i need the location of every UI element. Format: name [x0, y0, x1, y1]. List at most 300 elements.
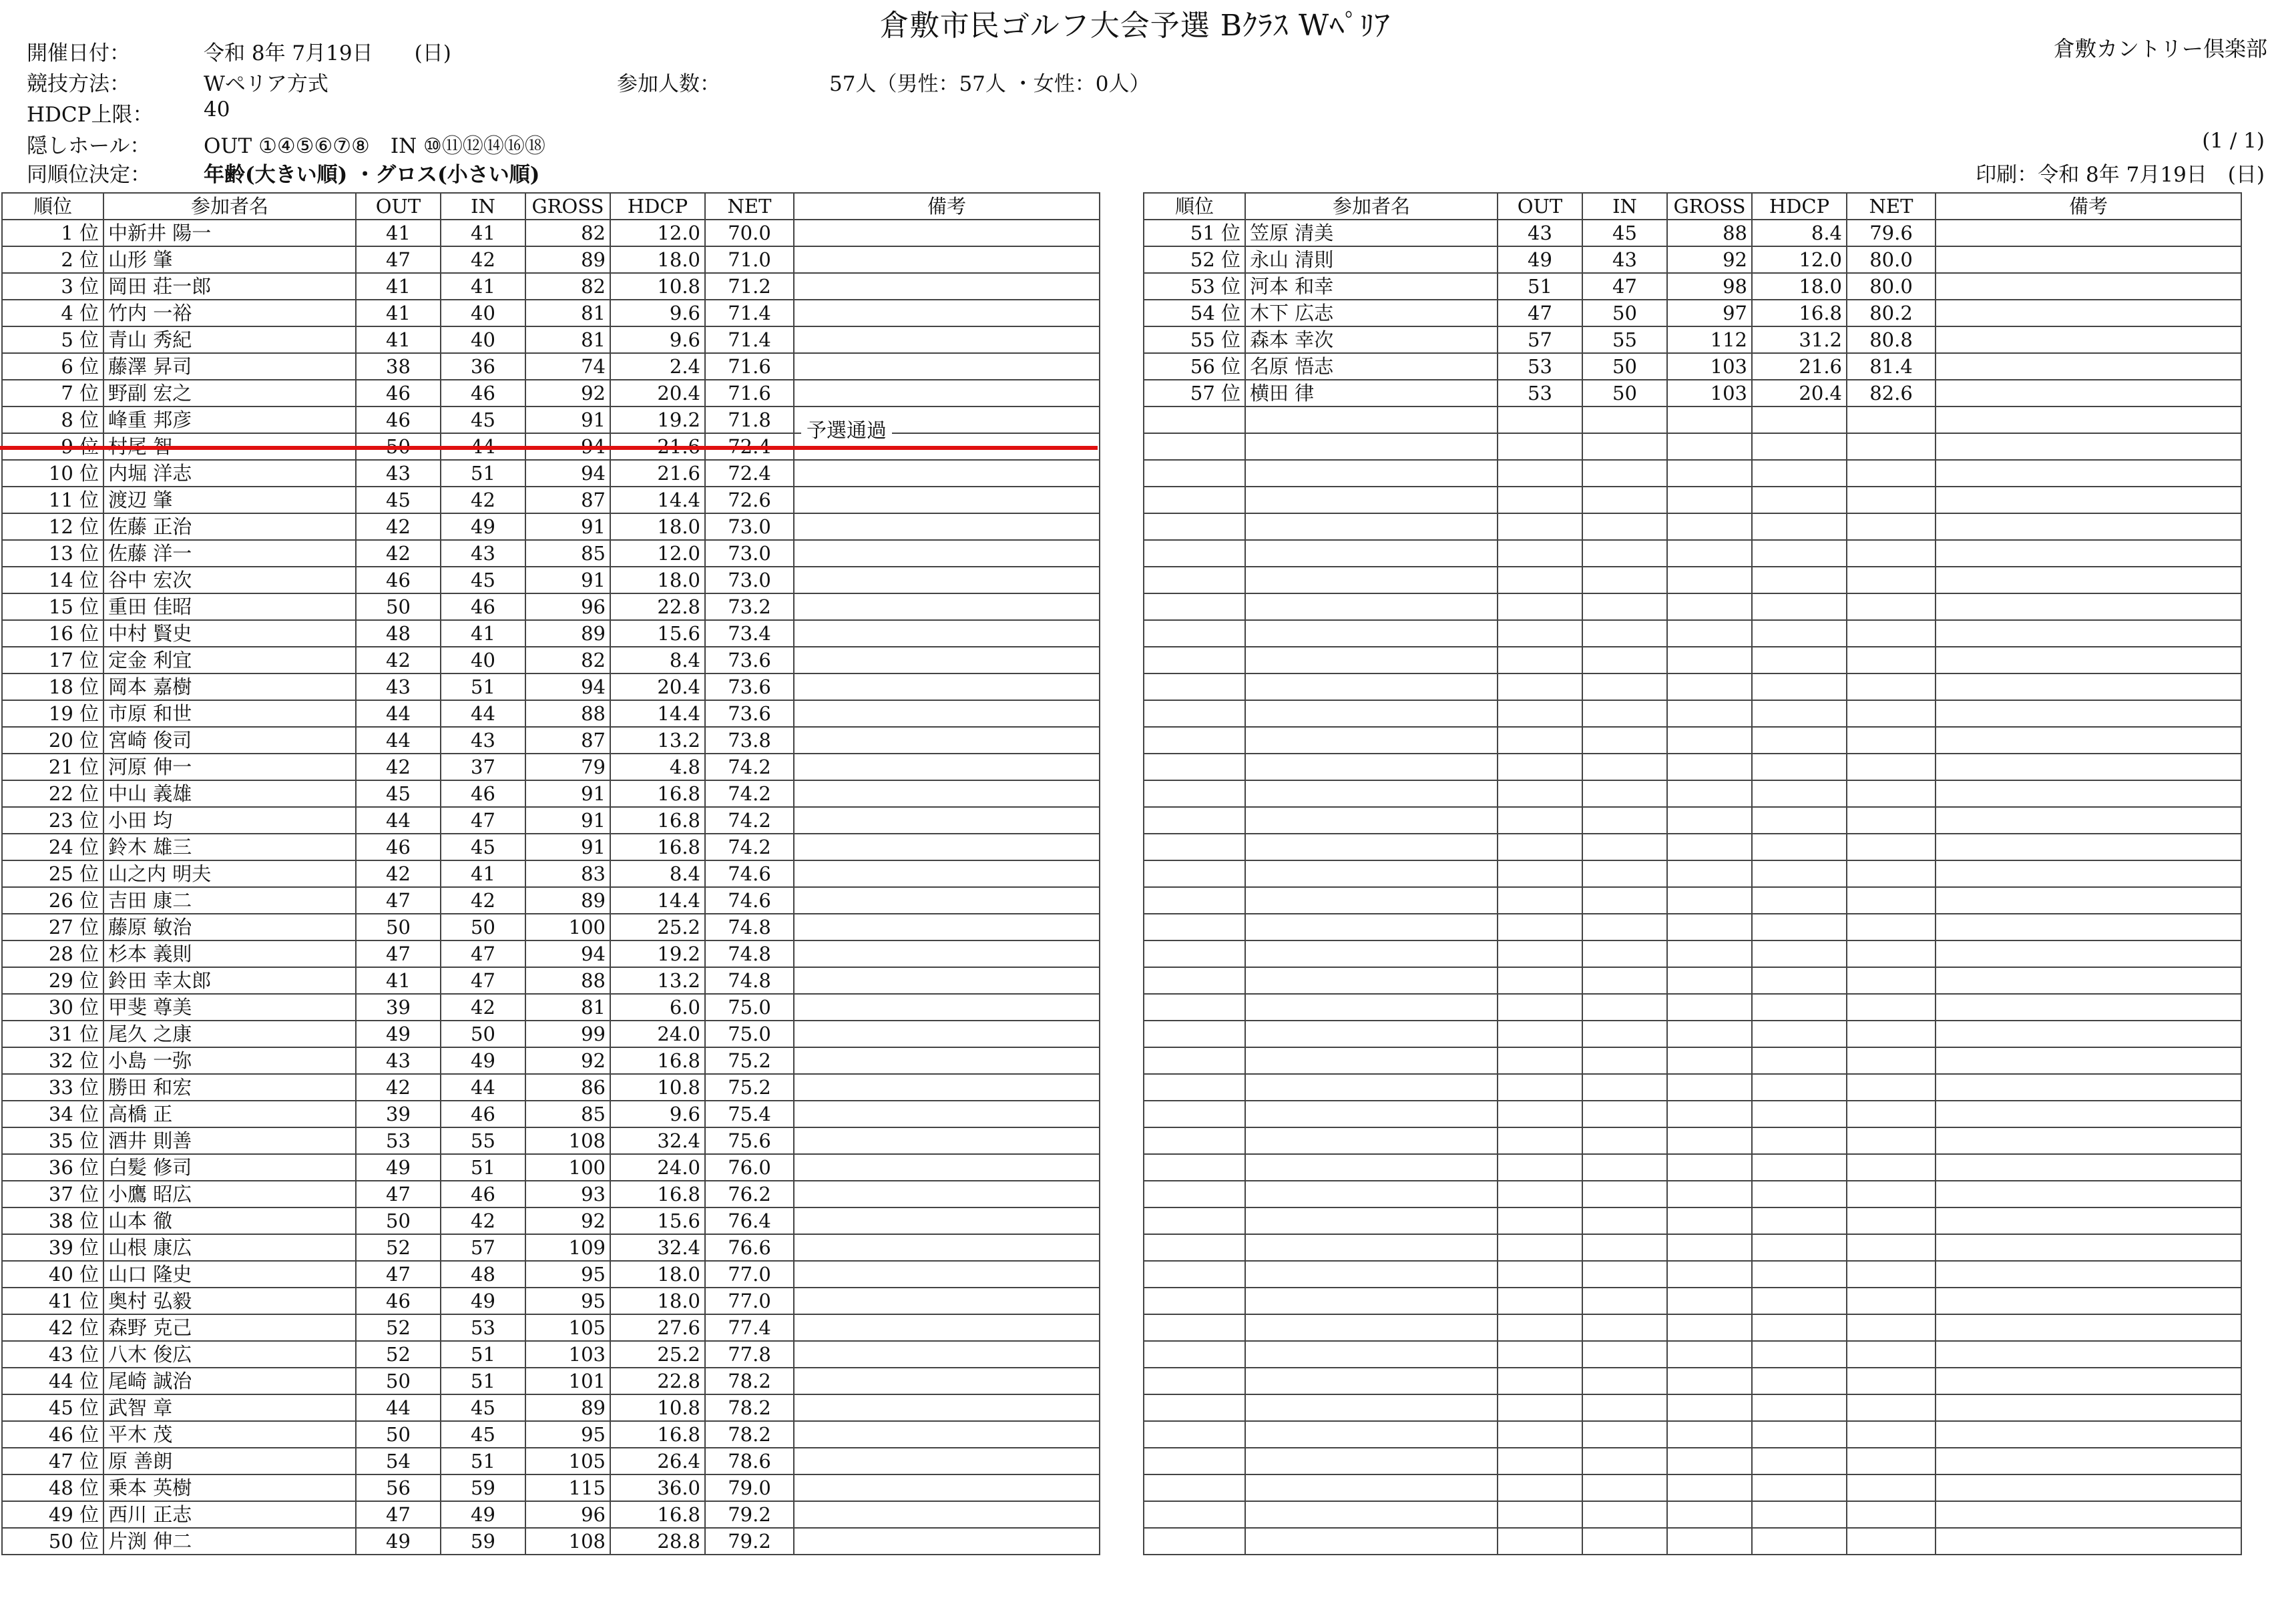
gross-score-cell [1667, 407, 1752, 433]
gross-score-cell: 89 [525, 887, 610, 914]
notes-cell [794, 887, 1100, 914]
in-score-cell: 40 [441, 300, 525, 326]
net-score-cell: 80.0 [1847, 246, 1936, 273]
rank-cell: 46 位 [2, 1421, 103, 1448]
net-score-cell: 71.0 [705, 246, 794, 273]
out-score-cell: 52 [356, 1341, 441, 1368]
in-score-cell [1582, 780, 1667, 807]
notes-cell [1936, 1421, 2241, 1448]
table-row [2, 1314, 1100, 1341]
col-header-hdcp: HDCP [1752, 193, 1847, 220]
out-score-cell [1498, 1341, 1582, 1368]
hdcp-cell [1752, 673, 1847, 700]
rank-cell [1144, 860, 1245, 887]
gross-score-cell [1667, 1154, 1752, 1181]
net-score-cell: 75.2 [705, 1047, 794, 1074]
date-value: 令和 8年 7月19日 (日) [204, 41, 451, 65]
table-row [1144, 754, 2241, 780]
table-row [1144, 673, 2241, 700]
gross-score-cell: 91 [525, 807, 610, 834]
gross-score-cell [1667, 1394, 1752, 1421]
page-title: 倉敷市民ゴルフ大会予選 Bｸﾗｽ Wﾍﾟﾘｱ [879, 9, 1391, 43]
out-score-cell: 49 [356, 1154, 441, 1181]
player-name-cell [1245, 914, 1498, 940]
out-score-cell [1498, 754, 1582, 780]
in-score-cell [1582, 860, 1667, 887]
player-name-cell [1245, 1421, 1498, 1448]
hidden-holes-value: OUT ①④⑤⑥⑦⑧ IN ⑩⑪⑫⑭⑯⑱ [204, 134, 545, 158]
hdcp-cell [1752, 567, 1847, 593]
gross-score-cell: 92 [525, 380, 610, 407]
net-score-cell: 79.2 [705, 1501, 794, 1528]
table-row [2, 1261, 1100, 1288]
tiebreak-label: 同順位決定： [27, 163, 151, 187]
gross-score-cell: 105 [525, 1314, 610, 1341]
hdcp-cell [1752, 807, 1847, 834]
hdcp-cell: 13.2 [610, 967, 705, 994]
in-score-cell: 50 [1582, 300, 1667, 326]
notes-cell [1936, 460, 2241, 487]
table-row [1144, 540, 2241, 567]
out-score-cell: 46 [356, 567, 441, 593]
net-score-cell: 71.4 [705, 326, 794, 353]
out-score-cell: 44 [356, 727, 441, 754]
hdcp-cell: 31.2 [1752, 326, 1847, 353]
gross-score-cell [1667, 1368, 1752, 1394]
table-row [1144, 353, 2241, 380]
notes-cell [1936, 407, 2241, 433]
rank-cell: 26 位 [2, 887, 103, 914]
notes-cell [794, 1448, 1100, 1474]
player-name-cell [1245, 513, 1498, 540]
gross-score-cell: 95 [525, 1421, 610, 1448]
qualification-cut-line [0, 446, 1098, 450]
table-row [1144, 593, 2241, 620]
out-score-cell: 53 [356, 1127, 441, 1154]
table-row [1144, 513, 2241, 540]
gross-score-cell: 92 [525, 1207, 610, 1234]
out-score-cell: 47 [356, 887, 441, 914]
hdcp-cell: 22.8 [610, 1368, 705, 1394]
out-score-cell: 51 [1498, 273, 1582, 300]
out-score-cell [1498, 834, 1582, 860]
player-name-cell [1245, 1394, 1498, 1421]
net-score-cell: 81.4 [1847, 353, 1936, 380]
in-score-cell: 51 [441, 673, 525, 700]
hdcp-cell [1752, 1021, 1847, 1047]
hdcp-cell [1752, 513, 1847, 540]
player-name-cell [1245, 1448, 1498, 1474]
rank-cell [1144, 1101, 1245, 1127]
rank-cell [1144, 407, 1245, 433]
net-score-cell: 73.6 [705, 647, 794, 673]
net-score-cell: 73.6 [705, 673, 794, 700]
table-row [1144, 1448, 2241, 1474]
rank-cell [1144, 914, 1245, 940]
in-score-cell [1582, 727, 1667, 754]
notes-cell [794, 1368, 1100, 1394]
net-score-cell: 76.4 [705, 1207, 794, 1234]
player-name-cell [1245, 1127, 1498, 1154]
gross-score-cell: 87 [525, 727, 610, 754]
participants-value: 57人（男性：57人 ・女性：0人） [829, 72, 1150, 96]
player-name-cell [1245, 1528, 1498, 1555]
out-score-cell [1498, 807, 1582, 834]
hdcp-cell [1752, 620, 1847, 647]
notes-cell [1936, 1474, 2241, 1501]
notes-cell [1936, 567, 2241, 593]
hdcp-cell [1752, 700, 1847, 727]
table-row [1144, 1154, 2241, 1181]
notes-cell [794, 727, 1100, 754]
rank-cell [1144, 460, 1245, 487]
rank-cell: 40 位 [2, 1261, 103, 1288]
hdcp-cell [1752, 1341, 1847, 1368]
net-score-cell: 75.0 [705, 994, 794, 1021]
player-name-cell: 森本 幸次 [1245, 326, 1498, 353]
rank-cell: 42 位 [2, 1314, 103, 1341]
rank-cell: 32 位 [2, 1047, 103, 1074]
col-header-out: OUT [356, 193, 441, 220]
in-score-cell: 42 [441, 1207, 525, 1234]
table-row [2, 1101, 1100, 1127]
in-score-cell: 45 [441, 834, 525, 860]
hdcp-cell: 16.8 [610, 1181, 705, 1207]
in-score-cell: 50 [441, 1021, 525, 1047]
notes-cell [794, 967, 1100, 994]
rank-cell: 48 位 [2, 1474, 103, 1501]
table-row [2, 754, 1100, 780]
in-score-cell: 43 [1582, 246, 1667, 273]
player-name-cell [1245, 1234, 1498, 1261]
rank-cell [1144, 1341, 1245, 1368]
rank-cell: 28 位 [2, 940, 103, 967]
table-row [1144, 567, 2241, 593]
player-name-cell: 山根 康広 [103, 1234, 356, 1261]
rank-cell [1144, 1448, 1245, 1474]
table-row [1144, 1101, 2241, 1127]
notes-cell [794, 540, 1100, 567]
table-row [2, 1074, 1100, 1101]
net-score-cell: 76.6 [705, 1234, 794, 1261]
notes-cell [1936, 1288, 2241, 1314]
player-name-cell: 原 善朗 [103, 1448, 356, 1474]
table-row [2, 326, 1100, 353]
out-score-cell: 44 [356, 700, 441, 727]
table-row [1144, 407, 2241, 433]
notes-cell [1936, 1341, 2241, 1368]
rank-cell [1144, 754, 1245, 780]
table-row [1144, 1341, 2241, 1368]
gross-score-cell [1667, 914, 1752, 940]
hdcp-cell [1752, 407, 1847, 433]
player-name-cell: 横田 律 [1245, 380, 1498, 407]
out-score-cell [1498, 860, 1582, 887]
hdcp-cell: 18.0 [610, 567, 705, 593]
player-name-cell: 山形 肇 [103, 246, 356, 273]
gross-score-cell [1667, 647, 1752, 673]
in-score-cell [1582, 1421, 1667, 1448]
notes-cell [1936, 914, 2241, 940]
out-score-cell [1498, 647, 1582, 673]
hdcp-cell [1752, 1127, 1847, 1154]
table-row [1144, 940, 2241, 967]
out-score-cell [1498, 727, 1582, 754]
hdcp-cell [1752, 1047, 1847, 1074]
net-score-cell [1847, 807, 1936, 834]
notes-cell [1936, 1207, 2241, 1234]
net-score-cell [1847, 1314, 1936, 1341]
player-name-cell [1245, 407, 1498, 433]
hdcp-cell [1752, 433, 1847, 460]
table-row [2, 887, 1100, 914]
out-score-cell: 53 [1498, 353, 1582, 380]
rank-cell: 49 位 [2, 1501, 103, 1528]
rank-cell: 7 位 [2, 380, 103, 407]
table-row [1144, 1394, 2241, 1421]
gross-score-cell [1667, 1181, 1752, 1207]
gross-score-cell [1667, 1261, 1752, 1288]
notes-cell [1936, 1021, 2241, 1047]
player-name-cell [1245, 1074, 1498, 1101]
in-score-cell [1582, 807, 1667, 834]
in-score-cell [1582, 700, 1667, 727]
hdcp-cell: 18.0 [610, 1288, 705, 1314]
rank-cell [1144, 513, 1245, 540]
out-score-cell: 47 [356, 1261, 441, 1288]
out-score-cell: 42 [356, 860, 441, 887]
col-header-name: 参加者名 [1245, 193, 1498, 220]
gross-score-cell: 79 [525, 754, 610, 780]
hdcp-cell: 24.0 [610, 1154, 705, 1181]
net-score-cell: 73.4 [705, 620, 794, 647]
player-name-cell: 岡本 嘉樹 [103, 673, 356, 700]
player-name-cell: 名原 悟志 [1245, 353, 1498, 380]
hdcp-cell: 20.4 [610, 380, 705, 407]
gross-score-cell: 91 [525, 834, 610, 860]
player-name-cell [1245, 1501, 1498, 1528]
hdcp-cell [1752, 1368, 1847, 1394]
out-score-cell [1498, 994, 1582, 1021]
net-score-cell [1847, 433, 1936, 460]
player-name-cell [1245, 433, 1498, 460]
player-name-cell [1245, 754, 1498, 780]
out-score-cell [1498, 1288, 1582, 1314]
rank-cell [1144, 1021, 1245, 1047]
player-name-cell [1245, 727, 1498, 754]
net-score-cell [1847, 780, 1936, 807]
rank-cell [1144, 1288, 1245, 1314]
gross-score-cell: 93 [525, 1181, 610, 1207]
table-row [1144, 967, 2241, 994]
net-score-cell [1847, 460, 1936, 487]
player-name-cell [1245, 780, 1498, 807]
gross-score-cell: 94 [525, 940, 610, 967]
out-score-cell: 47 [356, 246, 441, 273]
gross-score-cell: 91 [525, 513, 610, 540]
notes-cell [1936, 1501, 2241, 1528]
gross-score-cell [1667, 967, 1752, 994]
notes-cell [794, 1101, 1100, 1127]
rank-cell [1144, 1474, 1245, 1501]
table-row [2, 1234, 1100, 1261]
player-name-cell [1245, 1341, 1498, 1368]
hdcp-cell: 14.4 [610, 700, 705, 727]
rank-cell [1144, 1127, 1245, 1154]
in-score-cell: 55 [441, 1127, 525, 1154]
rank-cell [1144, 1314, 1245, 1341]
print-date: 印刷：令和 8年 7月19日 (日) [1976, 163, 2265, 187]
hdcp-cell [1752, 860, 1847, 887]
hdcp-cell [1752, 780, 1847, 807]
out-score-cell [1498, 1368, 1582, 1394]
rank-cell: 20 位 [2, 727, 103, 754]
player-name-cell: 岡田 荘一郎 [103, 273, 356, 300]
rank-cell [1144, 887, 1245, 914]
gross-score-cell: 92 [1667, 246, 1752, 273]
table-row [1144, 860, 2241, 887]
in-score-cell: 41 [441, 273, 525, 300]
hdcp-cell [1752, 1314, 1847, 1341]
gross-score-cell: 89 [525, 620, 610, 647]
hdcp-cell: 16.8 [1752, 300, 1847, 326]
gross-score-cell: 89 [525, 1394, 610, 1421]
hdcp-cell [1752, 727, 1847, 754]
table-row [2, 246, 1100, 273]
hdcp-cell: 8.4 [1752, 220, 1847, 246]
player-name-cell: 甲斐 尊美 [103, 994, 356, 1021]
hidden-holes-label: 隠しホール： [27, 134, 151, 158]
table-row [1144, 1261, 2241, 1288]
rank-cell: 52 位 [1144, 246, 1245, 273]
gross-score-cell: 94 [525, 673, 610, 700]
hdcp-cell [1752, 1101, 1847, 1127]
net-score-cell [1847, 593, 1936, 620]
out-score-cell [1498, 540, 1582, 567]
out-score-cell [1498, 1261, 1582, 1288]
rank-cell [1144, 1074, 1245, 1101]
table-row [2, 407, 1100, 433]
net-score-cell [1847, 1448, 1936, 1474]
notes-cell [1936, 807, 2241, 834]
out-score-cell [1498, 567, 1582, 593]
qualification-mark: 予選通過 [801, 414, 892, 443]
hdcp-cell [1752, 1421, 1847, 1448]
notes-cell [1936, 860, 2241, 887]
out-score-cell [1498, 620, 1582, 647]
hdcp-cell [1752, 887, 1847, 914]
out-score-cell: 43 [1498, 220, 1582, 246]
rank-cell: 11 位 [2, 487, 103, 513]
notes-cell [794, 1288, 1100, 1314]
out-score-cell [1498, 780, 1582, 807]
player-name-cell: 酒井 則善 [103, 1127, 356, 1154]
player-name-cell: 山本 徹 [103, 1207, 356, 1234]
player-name-cell: 藤原 敏治 [103, 914, 356, 940]
rank-cell [1144, 1234, 1245, 1261]
rank-cell: 3 位 [2, 273, 103, 300]
rank-cell: 37 位 [2, 1181, 103, 1207]
out-score-cell: 41 [356, 967, 441, 994]
gross-score-cell: 87 [525, 487, 610, 513]
table-row [2, 1021, 1100, 1047]
rank-cell: 12 位 [2, 513, 103, 540]
player-name-cell: 尾久 之康 [103, 1021, 356, 1047]
notes-cell [1936, 1394, 2241, 1421]
table-row [1144, 326, 2241, 353]
player-name-cell [1245, 567, 1498, 593]
player-name-cell: 山口 隆史 [103, 1261, 356, 1288]
rank-cell [1144, 967, 1245, 994]
out-score-cell: 46 [356, 407, 441, 433]
player-name-cell: 河本 和幸 [1245, 273, 1498, 300]
player-name-cell: 河原 伸一 [103, 754, 356, 780]
net-score-cell [1847, 1421, 1936, 1448]
player-name-cell: 八木 俊広 [103, 1341, 356, 1368]
out-score-cell: 49 [356, 1528, 441, 1555]
out-score-cell [1498, 1394, 1582, 1421]
player-name-cell [1245, 460, 1498, 487]
in-score-cell [1582, 1261, 1667, 1288]
net-score-cell: 80.2 [1847, 300, 1936, 326]
notes-cell [794, 273, 1100, 300]
net-score-cell: 74.6 [705, 860, 794, 887]
hdcp-cell: 18.0 [610, 246, 705, 273]
table-row [1144, 246, 2241, 273]
table-row [2, 620, 1100, 647]
in-score-cell: 40 [441, 326, 525, 353]
in-score-cell [1582, 1234, 1667, 1261]
net-score-cell: 76.2 [705, 1181, 794, 1207]
in-score-cell [1582, 407, 1667, 433]
tiebreak-value: 年齢(大きい順) ・グロス(小さい順) [204, 163, 540, 187]
table-row [2, 1341, 1100, 1368]
hdcp-cell [1752, 487, 1847, 513]
hdcp-cell: 8.4 [610, 647, 705, 673]
notes-cell [794, 353, 1100, 380]
out-score-cell: 57 [1498, 326, 1582, 353]
net-score-cell: 73.0 [705, 513, 794, 540]
table-row [2, 1181, 1100, 1207]
notes-cell [1936, 513, 2241, 540]
in-score-cell [1582, 647, 1667, 673]
notes-cell [1936, 834, 2241, 860]
notes-cell [1936, 887, 2241, 914]
out-score-cell: 47 [1498, 300, 1582, 326]
out-score-cell [1498, 1181, 1582, 1207]
in-score-cell: 45 [441, 1421, 525, 1448]
rank-cell: 24 位 [2, 834, 103, 860]
net-score-cell: 70.0 [705, 220, 794, 246]
hdcp-cell: 6.0 [610, 994, 705, 1021]
net-score-cell [1847, 1181, 1936, 1207]
table-row [1144, 1181, 2241, 1207]
notes-cell [794, 513, 1100, 540]
in-score-cell [1582, 914, 1667, 940]
hdcp-cell: 16.8 [610, 780, 705, 807]
out-score-cell [1498, 433, 1582, 460]
table-row [1144, 1368, 2241, 1394]
table-row [2, 1394, 1100, 1421]
table-row [2, 727, 1100, 754]
rank-cell [1144, 593, 1245, 620]
player-name-cell [1245, 1101, 1498, 1127]
in-score-cell [1582, 433, 1667, 460]
notes-cell [794, 246, 1100, 273]
net-score-cell [1847, 1394, 1936, 1421]
col-header-gross: GROSS [525, 193, 610, 220]
in-score-cell: 46 [441, 1181, 525, 1207]
